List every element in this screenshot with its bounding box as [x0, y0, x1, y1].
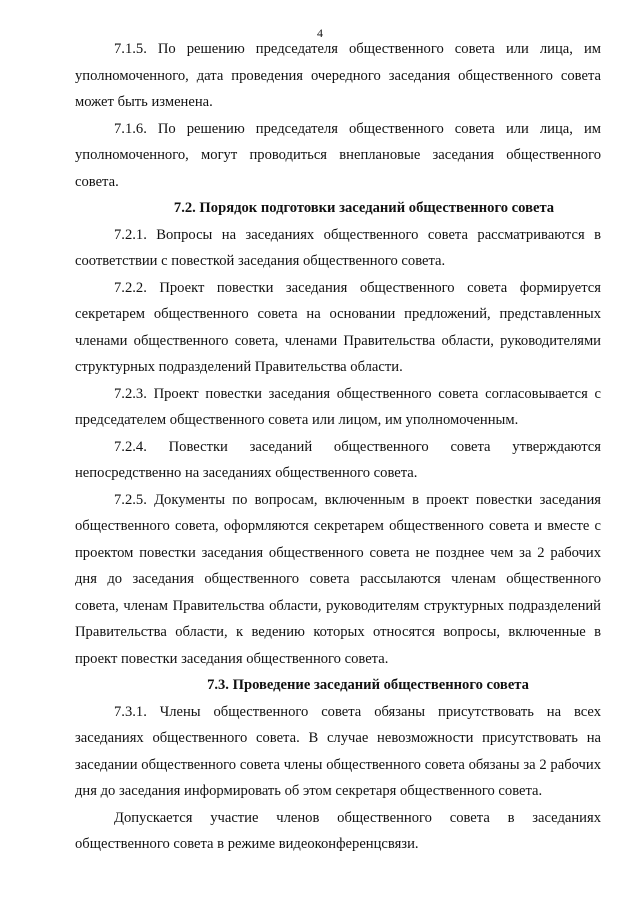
- paragraph-7-1-6: 7.1.6. По решению председателя общественного совета или лица, им уполномоченного, могут проводиться внеплановые заседания общественного совета.: [75, 120, 601, 190]
- document-body: [75, 36, 601, 858]
- section-heading-7-3: 7.3. Проведение заседаний общественного совета: [207, 677, 529, 693]
- paragraph-7-1-5: 7.1.5. По решению председателя общественного совета или лица, им уполномоченного, дата проведения очередного заседания общественного совета может быть изменена.: [75, 41, 601, 110]
- page-number: 4: [317, 26, 323, 40]
- paragraph-7-3-1: 7.3.1. Члены общественного совета обязаны присутствовать на всех заседаниях общественного совета. В случае невозможности присутствовать на заседании общественного совета члены общественного совета обязаны за 2 рабочих дня до заседания информировать об этом секретаря общественного совета.: [75, 703, 601, 799]
- paragraph-7-2-1: 7.2.1. Вопросы на заседаниях общественного совета рассматриваются в соответствии с повесткой заседания общественного совета.: [75, 226, 601, 269]
- paragraph-7-2-4: 7.2.4. Повестки заседаний общественного совета утверждаются непосредственно на заседаниях общественного совета.: [75, 438, 601, 481]
- section-heading-7-2: 7.2. Порядок подготовки заседаний общественного совета: [173, 200, 555, 216]
- paragraph-7-2-2: 7.2.2. Проект повестки заседания общественного совета формируется секретарем общественного совета на основании предложений, представленных членами общественного совета, членами Правительства области, руководителями структурных подразделений Правительства области.: [75, 279, 601, 375]
- paragraph-7-2-5: 7.2.5. Документы по вопросам, включенным в проект повестки заседания общественного совета, оформляются секретарем общественного совета и вместе с проектом повестки заседания общественного совета не позднее чем за 2 рабочих дня до заседания общественного совета рассылаются членам общественного совета, членам Правительства области, руководителям структурных подразделений Правительства области, к ведению которых относятся вопросы, включенные в проект повестки заседания общественного совета.: [75, 491, 601, 667]
- paragraph-7-2-3: 7.2.3. Проект повестки заседания общественного совета согласовывается с председателем общественного совета или лицом, им уполномоченным.: [75, 385, 601, 428]
- paragraph-video-conference: Допускается участие членов общественного совета в заседаниях общественного совета в режиме видеоконференцсвязи.: [75, 809, 601, 852]
